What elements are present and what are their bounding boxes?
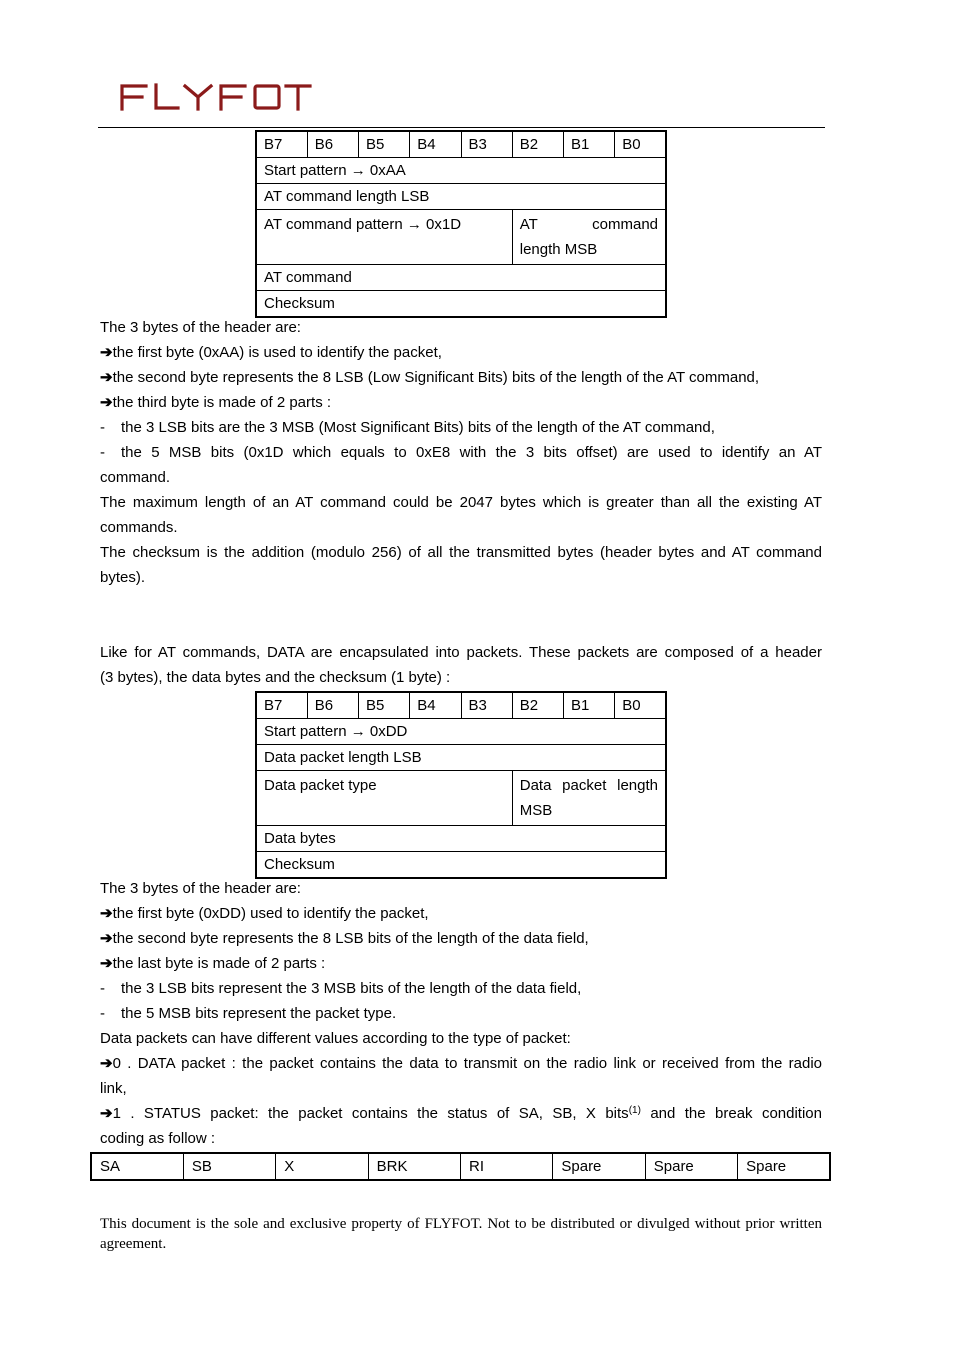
length-lsb-cell: AT command length LSB [256, 184, 666, 210]
bit-cell: B5 [359, 131, 410, 158]
bit-cell: B2 [512, 692, 563, 719]
paragraph: Data packets can have different values according to the type of packet: [100, 1030, 571, 1047]
bullet-item: ➔the second byte represents the 8 LSB (Low Significant Bits) bits of the length of the AT command, [100, 369, 760, 386]
bit-cell: B4 [410, 692, 461, 719]
header-rule [98, 127, 825, 128]
at-command-cell: AT command [256, 265, 666, 291]
data-header-description: The 3 bytes of the header are: ➔the first byte (0xDD) used to identify the packet, ➔the second byte represents the 8 LSB bits of the length of the data field, ➔the last byte is made of 2 parts : - the 3 LSB bits represent the 3 MSB bits of the length of the data field, - the 5 MSB bits represent the packet type. Data packets can have different values according to the type of packet: ➔0 . DATA packet : the packet contains the data to transmit on the radio link or received from the radio link, ➔1 . STATUS packet: the packet contains the status of SA, SB, X bits$^{(1)}$ and the break condition coding as follow : [100, 876, 822, 1151]
status-bits-table [90, 1152, 831, 1181]
status-cell: Spare [738, 1153, 830, 1180]
bit-cell: B3 [461, 692, 512, 719]
at-packet-table [255, 130, 667, 318]
bit-cell: B2 [512, 131, 563, 158]
status-cell: Spare [553, 1153, 645, 1180]
paragraph: The maximum length of an AT command could be 2047 bytes which is greater than all the existing AT [100, 494, 822, 511]
arrow-icon: ➔ [100, 930, 113, 947]
bit-cell: B7 [256, 692, 307, 719]
start-pattern-cell: Start pattern → 0xDD [256, 719, 666, 745]
arrow-icon: ➔ [100, 394, 113, 411]
bit-cell: B4 [410, 131, 461, 158]
length-lsb-cell: Data packet length LSB [256, 745, 666, 771]
data-bytes-cell: Data bytes [256, 826, 666, 852]
status-cell: SB [183, 1153, 275, 1180]
bit-cell: B1 [564, 131, 615, 158]
bit-cell: B0 [615, 692, 666, 719]
data-packet-intro: Like for AT commands, DATA are encapsulated into packets. These packets are composed of a header (3 bytes), the data bytes and the checksum (1 byte) : [100, 644, 822, 686]
status-cell: RI [461, 1153, 553, 1180]
at-header-description: The 3 bytes of the header are: ➔the first byte (0xAA) is used to identify the packet, ➔the second byte represents the 8 LSB (Low Significant Bits) bits of the length of the AT command, ➔the third byte is made of 2 parts : - the 3 LSB bits are the 3 MSB (Most Significant Bits) bits of the length of the AT command, - the 5 MSB bits (0x1D which equals to 0xE8 with the 3 bits offset) are used to identify an AT command. The maximum length of an AT command could be 2047 bytes which is greater than all the existing AT commands. The checksum is the addition (modulo 256) of all the transmitted bytes (header bytes and AT command bytes). [100, 315, 822, 590]
bit-header-row [256, 131, 666, 158]
data-packet-table [255, 691, 667, 879]
bit-cell: B6 [307, 692, 358, 719]
bit-cell: B3 [461, 131, 512, 158]
command-pattern-cell: AT command pattern → 0x1D [256, 210, 512, 265]
arrow-icon: ➔ [100, 1055, 113, 1072]
status-cell: BRK [368, 1153, 460, 1180]
dash-item: - the 3 LSB bits are the 3 MSB (Most Significant Bits) bits of the length of the AT command, [100, 419, 715, 436]
arrow-icon: ➔ [100, 344, 113, 361]
dash-item: - the 5 MSB bits (0x1D which equals to 0xE8 with the 3 bits offset) are used to identify an AT [100, 444, 822, 461]
bit-cell: B5 [359, 692, 410, 719]
bullet-item: ➔the first byte (0xAA) is used to identify the packet, [100, 344, 442, 361]
dash-item: - the 3 LSB bits represent the 3 MSB bits of the length of the data field, [100, 980, 582, 997]
status-row [91, 1153, 830, 1180]
dash-item: - the 5 MSB bits represent the packet type. [100, 1005, 397, 1022]
bit-header-row [256, 692, 666, 719]
bullet-item: ➔the first byte (0xDD) used to identify the packet, [100, 905, 429, 922]
arrow-icon: ➔ [100, 1105, 113, 1122]
length-msb-cell: Data packet length MSB [512, 771, 666, 826]
bit-cell: B7 [256, 131, 307, 158]
bit-cell: B6 [307, 131, 358, 158]
bit-cell: B0 [615, 131, 666, 158]
checksum-cell: Checksum [256, 852, 666, 879]
paragraph: The 3 bytes of the header are: [100, 319, 301, 336]
status-cell: Spare [645, 1153, 737, 1180]
bullet-item: ➔the last byte is made of 2 parts : [100, 955, 326, 972]
bullet-item: ➔1 . STATUS packet: the packet contains the status of SA, SB, X bits$^{(1)}$ and the break condition [100, 1105, 822, 1122]
start-pattern-cell: Start pattern → 0xAA [256, 158, 666, 184]
confidentiality-footer: This document is the sole and exclusive property of FLYFOT. Not to be distributed or divulged without prior written agreement. [100, 1216, 822, 1252]
status-cell: X [276, 1153, 368, 1180]
bullet-item: ➔the third byte is made of 2 parts : [100, 394, 332, 411]
packet-type-cell: Data packet type [256, 771, 512, 826]
bullet-item: ➔0 . DATA packet : the packet contains the data to transmit on the radio link or received from the radio [100, 1055, 822, 1072]
flyfot-logo [118, 82, 312, 112]
paragraph: The 3 bytes of the header are: [100, 880, 301, 897]
bit-cell: B1 [564, 692, 615, 719]
arrow-icon: ➔ [100, 369, 113, 386]
status-cell: SA [91, 1153, 183, 1180]
arrow-icon: ➔ [100, 955, 113, 972]
bullet-item: ➔the second byte represents the 8 LSB bits of the length of the data field, [100, 930, 589, 947]
length-msb-cell: AT command length MSB [512, 210, 666, 265]
checksum-cell: Checksum [256, 291, 666, 318]
paragraph: The checksum is the addition (modulo 256) of all the transmitted bytes (header bytes and AT command [100, 544, 822, 561]
arrow-icon: ➔ [100, 905, 113, 922]
